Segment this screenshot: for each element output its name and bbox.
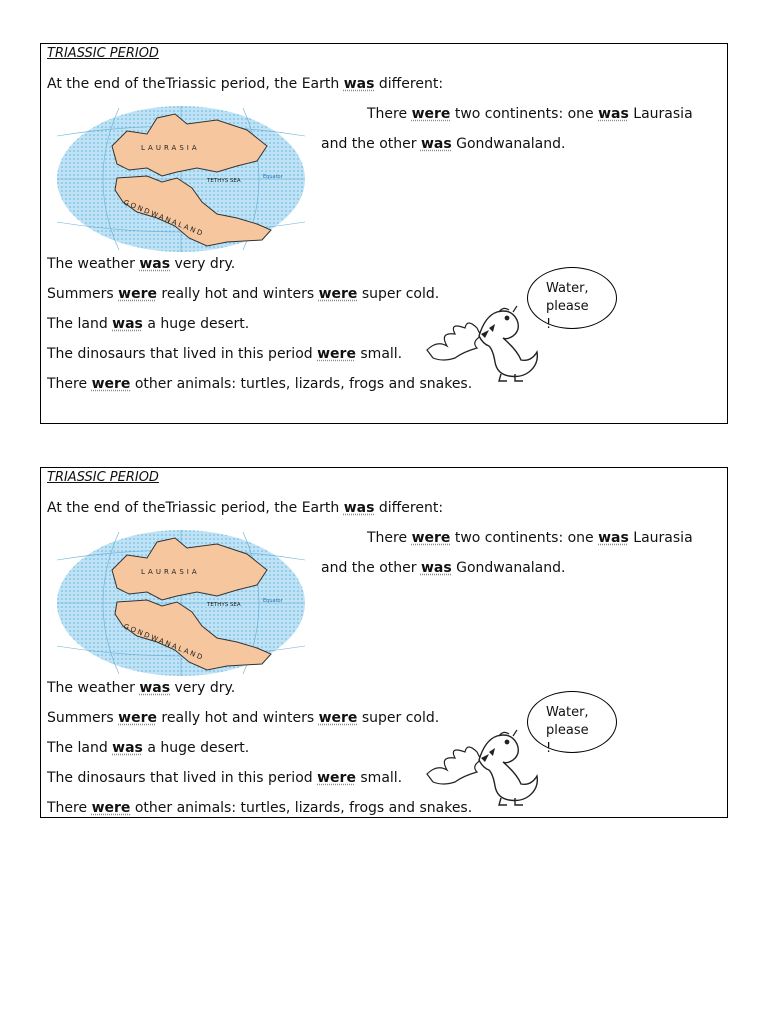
- verb-highlight: was: [420, 560, 452, 576]
- verb-highlight: was: [112, 316, 143, 332]
- text-segment: There: [367, 106, 412, 122]
- worksheet-card-1: [40, 43, 728, 424]
- pangaea-map: [57, 106, 305, 252]
- equator-label: Equator: [263, 598, 283, 604]
- verb-highlight: were: [318, 710, 358, 726]
- text-segment: different:: [374, 500, 444, 516]
- pangaea-map: [57, 530, 305, 676]
- gondwanaland-label: GONDWANALAND: [122, 198, 206, 239]
- verb-highlight: were: [411, 530, 451, 546]
- tethys-sea-label: TETHYS SEA: [207, 178, 241, 184]
- verb-highlight: were: [317, 770, 356, 786]
- text-segment: very dry.: [170, 680, 236, 696]
- laurasia-label: LAURASIA: [141, 144, 200, 152]
- text-segment: really hot and winters: [156, 710, 319, 726]
- dinosaurs-sentence: [47, 769, 402, 787]
- animals-sentence: [47, 799, 472, 817]
- fire-breath: [427, 323, 481, 360]
- continents-sentence-1: [367, 105, 693, 123]
- text-segment: and the other: [321, 136, 421, 152]
- text-segment: different:: [374, 76, 444, 92]
- dinosaur-eye: [505, 316, 510, 321]
- text-segment: a huge desert.: [142, 316, 250, 332]
- verb-highlight: was: [139, 680, 171, 696]
- verb-highlight: was: [112, 740, 143, 756]
- text-segment: very dry.: [170, 256, 236, 272]
- text-segment: other animals: turtles, lizards, frogs and snakes.: [130, 800, 473, 816]
- fire-breathing-dinosaur-illustration: [425, 726, 545, 806]
- text-segment: There: [47, 800, 92, 816]
- text-segment: other animals: turtles, lizards, frogs and snakes.: [130, 376, 473, 392]
- text-segment: There: [47, 376, 92, 392]
- text-segment: The weather: [47, 680, 140, 696]
- weather-sentence: [47, 679, 235, 697]
- continents-sentence-2: [321, 135, 565, 153]
- animals-sentence: [47, 375, 472, 393]
- verb-highlight: were: [91, 376, 131, 392]
- text-segment: At the end of theTriassic period, the Earth: [47, 76, 344, 92]
- intro-sentence: [47, 75, 443, 93]
- land-sentence: [47, 315, 249, 333]
- text-segment: Laurasia: [628, 530, 693, 546]
- dinosaurs-sentence: [47, 345, 402, 363]
- worksheet-card-2: [40, 467, 728, 818]
- text-segment: super cold.: [357, 286, 440, 302]
- text-segment: At the end of theTriassic period, the Earth: [47, 500, 344, 516]
- intro-sentence: [47, 499, 443, 517]
- verb-highlight: was: [598, 530, 629, 546]
- dinosaur-eye: [505, 740, 510, 745]
- continents-sentence-2: [321, 559, 565, 577]
- verb-highlight: was: [420, 136, 452, 152]
- verb-highlight: were: [318, 286, 358, 302]
- summers-sentence: [47, 709, 439, 727]
- verb-highlight: were: [91, 800, 131, 816]
- continents-sentence-1: [367, 529, 693, 547]
- dinosaur-body: [479, 735, 537, 801]
- verb-highlight: were: [118, 710, 157, 726]
- text-segment: two continents: one: [450, 530, 599, 546]
- verb-highlight: were: [317, 346, 356, 362]
- summers-sentence: [47, 285, 439, 303]
- verb-highlight: was: [343, 500, 375, 516]
- text-segment: super cold.: [357, 710, 440, 726]
- text-segment: The weather: [47, 256, 140, 272]
- text-segment: small.: [355, 770, 403, 786]
- text-segment: Summers: [47, 710, 119, 726]
- laurasia-label: LAURASIA: [141, 568, 200, 576]
- text-segment: The land: [47, 316, 113, 332]
- speech-bubble-text: Water, please !: [546, 281, 589, 332]
- verb-highlight: were: [118, 286, 157, 302]
- dinosaur-body: [479, 311, 537, 377]
- gondwanaland-label: GONDWANALAND: [122, 622, 206, 663]
- text-segment: Laurasia: [628, 106, 693, 122]
- text-segment: Summers: [47, 286, 119, 302]
- text-segment: Gondwanaland.: [451, 560, 566, 576]
- text-segment: small.: [355, 346, 403, 362]
- text-segment: There: [367, 530, 412, 546]
- fire-breathing-dinosaur-illustration: [425, 302, 545, 382]
- verb-highlight: was: [343, 76, 375, 92]
- verb-highlight: was: [139, 256, 171, 272]
- text-segment: a huge desert.: [142, 740, 250, 756]
- speech-bubble-text: Water, please !: [546, 705, 589, 756]
- card-title: TRIASSIC PERIOD: [47, 46, 159, 61]
- tethys-sea-label: TETHYS SEA: [207, 602, 241, 608]
- text-segment: really hot and winters: [156, 286, 319, 302]
- fire-breath: [427, 747, 481, 784]
- text-segment: two continents: one: [450, 106, 599, 122]
- equator-label: Equator: [263, 174, 283, 180]
- text-segment: Gondwanaland.: [451, 136, 566, 152]
- card-title: TRIASSIC PERIOD: [47, 470, 159, 485]
- text-segment: and the other: [321, 560, 421, 576]
- verb-highlight: was: [598, 106, 629, 122]
- weather-sentence: [47, 255, 235, 273]
- land-sentence: [47, 739, 249, 757]
- text-segment: The dinosaurs that lived in this period: [47, 770, 318, 786]
- verb-highlight: were: [411, 106, 451, 122]
- text-segment: The dinosaurs that lived in this period: [47, 346, 318, 362]
- text-segment: The land: [47, 740, 113, 756]
